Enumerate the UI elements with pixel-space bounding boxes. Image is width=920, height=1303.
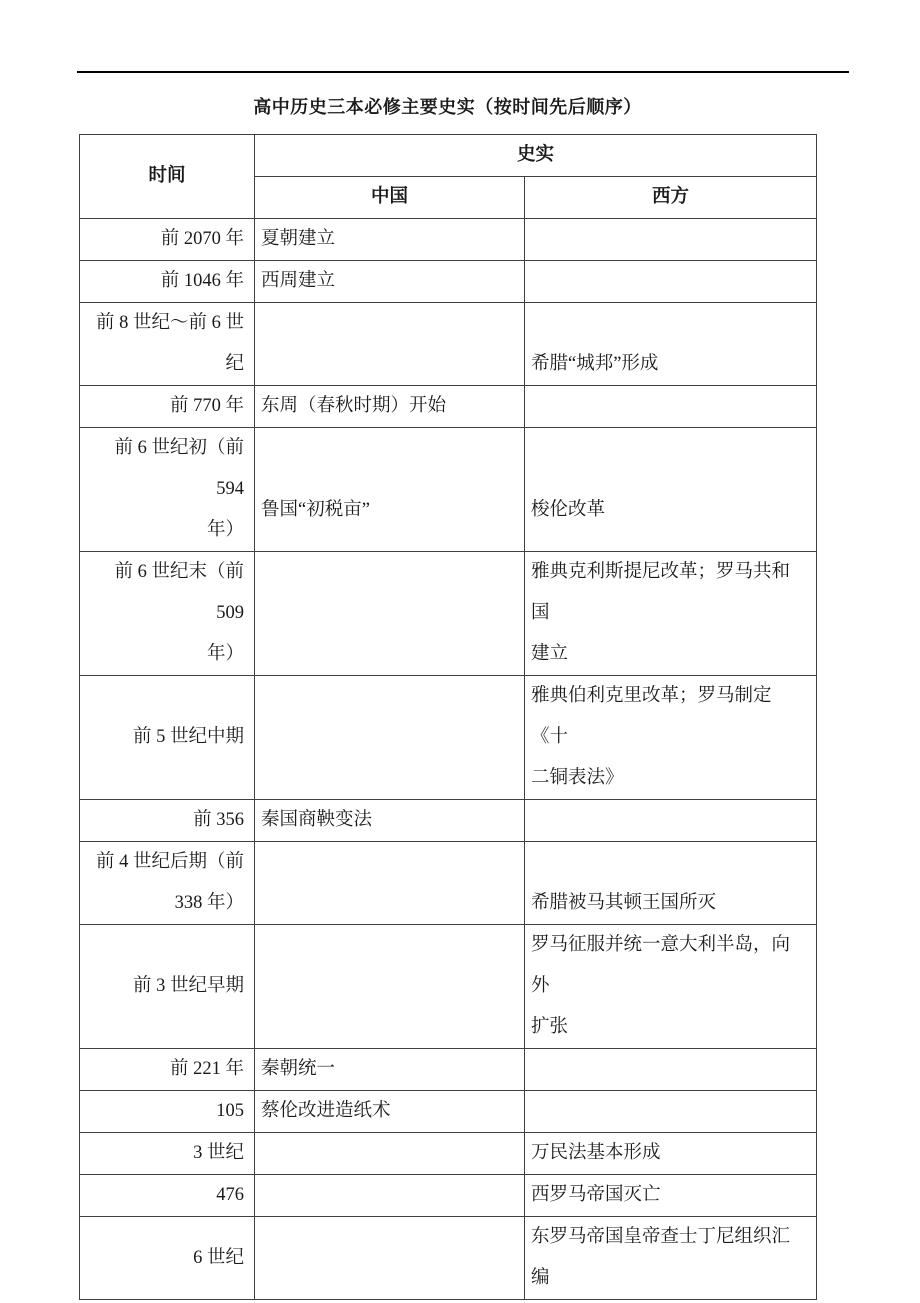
west-cell: 罗马征服并统一意大利半岛，向外 扩张 — [525, 925, 817, 1049]
table-row — [80, 1217, 817, 1300]
table-row — [80, 1049, 817, 1091]
west-cell — [525, 1091, 817, 1133]
china-cell — [255, 676, 525, 800]
table-row — [80, 1175, 817, 1217]
china-cell: 东周（春秋时期）开始 — [255, 386, 525, 428]
table-row — [80, 386, 817, 428]
document-title: 高中历史三本必修主要史实（按时间先后顺序） — [253, 97, 642, 117]
history-table — [79, 134, 817, 1300]
china-cell: 西周建立 — [255, 261, 525, 303]
china-cell — [255, 552, 525, 676]
time-cell: 476 — [80, 1175, 255, 1217]
time-cell: 3 世纪 — [80, 1133, 255, 1175]
time-cell: 前 8 世纪～前 6 世 纪 — [80, 303, 255, 386]
time-cell: 前 3 世纪早期 — [80, 925, 255, 1049]
table-row — [80, 842, 817, 925]
west-cell: 希腊“城邦”形成 — [525, 303, 817, 386]
china-cell: 秦朝统一 — [255, 1049, 525, 1091]
header-rule — [77, 71, 849, 73]
west-cell — [525, 1049, 817, 1091]
china-cell — [255, 1217, 525, 1300]
west-cell — [525, 800, 817, 842]
china-cell — [255, 303, 525, 386]
west-cell — [525, 219, 817, 261]
time-cell: 前 4 世纪后期（前 338 年） — [80, 842, 255, 925]
china-cell: 蔡伦改进造纸术 — [255, 1091, 525, 1133]
china-cell — [255, 1133, 525, 1175]
china-cell — [255, 925, 525, 1049]
china-cell: 鲁国“初税亩” — [255, 428, 525, 552]
west-cell: 雅典伯利克里改革；罗马制定《十 二铜表法》 — [525, 676, 817, 800]
time-cell: 前 356 — [80, 800, 255, 842]
west-cell: 万民法基本形成 — [525, 1133, 817, 1175]
table-row — [80, 1091, 817, 1133]
west-cell: 梭伦改革 — [525, 428, 817, 552]
west-cell: 雅典克利斯提尼改革；罗马共和国 建立 — [525, 552, 817, 676]
table-row — [80, 1133, 817, 1175]
west-cell: 希腊被马其顿王国所灭 — [525, 842, 817, 925]
time-cell: 前 770 年 — [80, 386, 255, 428]
china-cell: 夏朝建立 — [255, 219, 525, 261]
table-row — [80, 219, 817, 261]
table-row — [80, 676, 817, 800]
china-cell: 秦国商鞅变法 — [255, 800, 525, 842]
time-cell: 前 221 年 — [80, 1049, 255, 1091]
west-cell: 东罗马帝国皇帝查士丁尼组织汇编 — [525, 1217, 817, 1300]
table-row — [80, 800, 817, 842]
col-header-facts: 史实 — [255, 135, 817, 177]
table-row — [80, 261, 817, 303]
table-row — [80, 925, 817, 1049]
time-cell: 前 2070 年 — [80, 219, 255, 261]
time-cell: 前 6 世纪初（前 594 年） — [80, 428, 255, 552]
col-header-china: 中国 — [255, 177, 525, 219]
west-cell — [525, 261, 817, 303]
col-header-time: 时间 — [80, 135, 255, 219]
time-cell: 前 6 世纪末（前 509 年） — [80, 552, 255, 676]
west-cell: 西罗马帝国灭亡 — [525, 1175, 817, 1217]
table-header — [80, 135, 817, 219]
table-body — [80, 219, 817, 1300]
west-cell — [525, 386, 817, 428]
table-row — [80, 552, 817, 676]
col-header-west: 西方 — [525, 177, 817, 219]
header-row-top — [80, 135, 817, 177]
table-row — [80, 303, 817, 386]
time-cell: 105 — [80, 1091, 255, 1133]
time-cell: 前 5 世纪中期 — [80, 676, 255, 800]
time-cell: 前 1046 年 — [80, 261, 255, 303]
time-cell: 6 世纪 — [80, 1217, 255, 1300]
china-cell — [255, 1175, 525, 1217]
table-row — [80, 428, 817, 552]
china-cell — [255, 842, 525, 925]
